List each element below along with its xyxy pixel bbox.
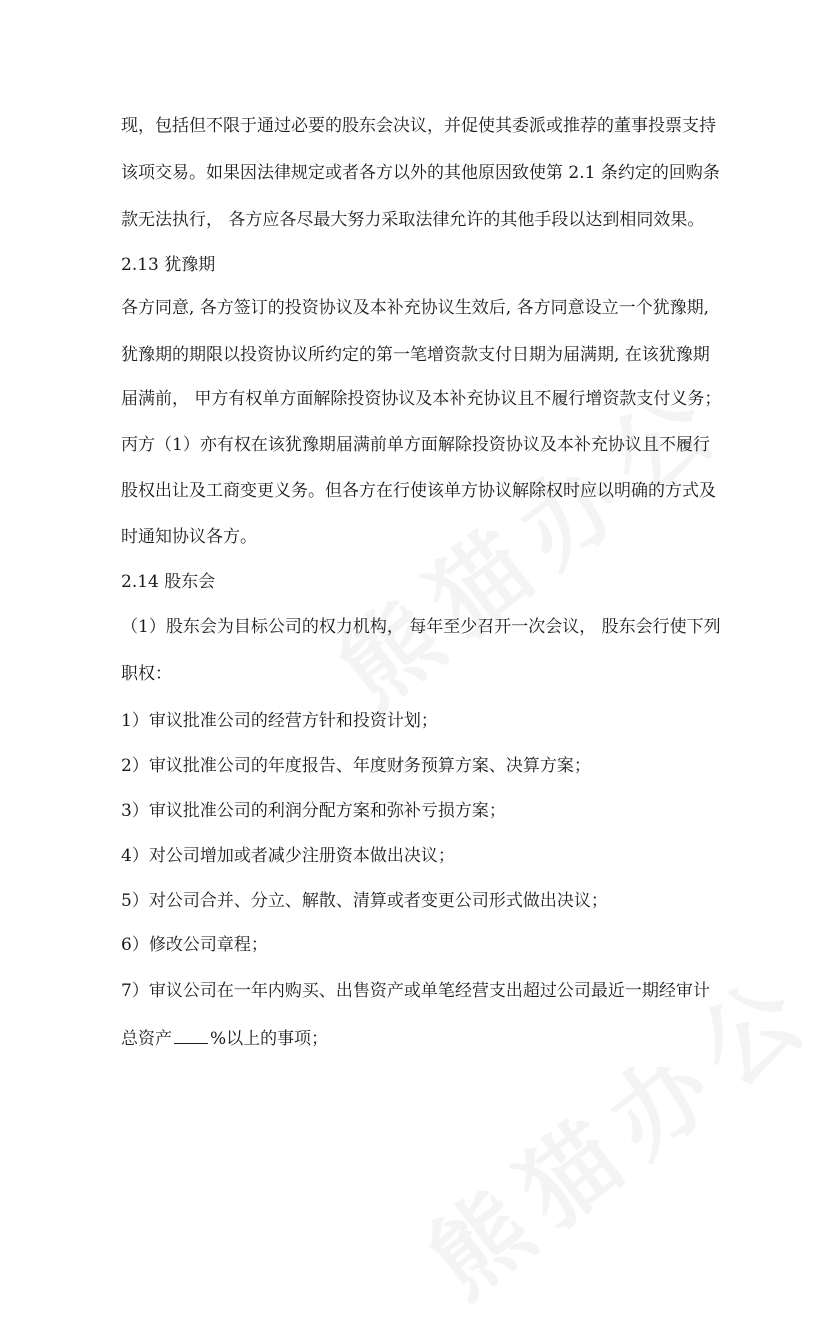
paragraph-line: （1）股东会为目标公司的权力机构， 每年至少召开一次会议， 股东会行使下列 xyxy=(121,617,721,637)
paragraph-line: 职权： xyxy=(121,664,172,684)
list-item: 3）审议批准公司的利润分配方案和弥补亏损方案； xyxy=(121,801,506,821)
section-heading-2-13: 2.13 犹豫期 xyxy=(121,255,216,275)
list-item: 5）对公司合并、分立、解散、清算或者变更公司形式做出决议； xyxy=(121,891,608,911)
fill-in-blank[interactable] xyxy=(174,1025,208,1044)
paragraph-line: 款无法执行， 各方应各尽最大努力采取法律允许的其他手段以达到相同效果。 xyxy=(121,210,705,230)
list-item-continuation xyxy=(121,1025,328,1052)
continuation-text: %以上的事项； xyxy=(210,1029,329,1049)
continuation-text: 总资产 xyxy=(121,1029,172,1049)
paragraph-line: 股权出让及工商变更义务。但各方在行使该单方协议解除权时应以明确的方式及 xyxy=(121,481,716,501)
list-item: 4）对公司增加或者减少注册资本做出决议； xyxy=(121,846,455,866)
list-item: 2）审议批准公司的年度报告、年度财务预算方案、决算方案； xyxy=(121,756,591,776)
list-item: 6）修改公司章程； xyxy=(121,935,268,955)
paragraph-line: 各方同意, 各方签订的投资协议及本补充协议生效后, 各方同意设立一个犹豫期, xyxy=(121,298,710,318)
paragraph-line: 丙方（1）亦有权在该犹豫期届满前单方面解除投资协议及本补充协议且不履行 xyxy=(121,435,710,455)
paragraph-line: 犹豫期的期限以投资协议所约定的第一笔增资款支付日期为届满期, 在该犹豫期 xyxy=(121,345,710,365)
list-item: 7）审议公司在一年内购买、出售资产或单笔经营支出超过公司最近一期经审计 xyxy=(121,981,710,1001)
paragraph-line: 现，包括但不限于通过必要的股东会决议，并促使其委派或推荐的董事投票支持 xyxy=(121,116,716,136)
section-heading-2-14: 2.14 股东会 xyxy=(121,572,216,592)
paragraph-line: 届满前， 甲方有权单方面解除投资协议及本补充协议且不履行增资款支付义务； xyxy=(121,389,722,409)
list-item: 1）审议批准公司的经营方针和投资计划； xyxy=(121,711,438,731)
paragraph-line: 该项交易。如果因法律规定或者各方以外的其他原因致使第 2.1 条约定的回购条 xyxy=(121,163,720,183)
paragraph-line: 时通知协议各方。 xyxy=(121,527,257,547)
